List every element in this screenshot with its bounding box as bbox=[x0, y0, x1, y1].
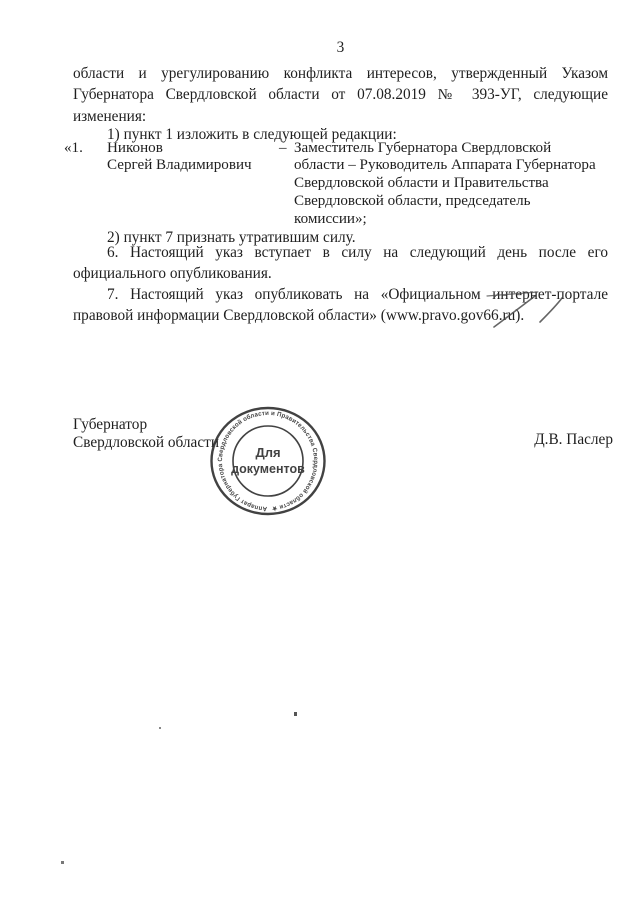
appointee-number bbox=[64, 140, 83, 158]
body-paragraph6-line2: официального опубликования. bbox=[73, 264, 272, 282]
stamp-outer-ring bbox=[212, 408, 325, 514]
scan-speck bbox=[61, 861, 64, 864]
signatory-name: Д.В. Паслер bbox=[534, 430, 613, 448]
body-paragraph1-line1: области и урегулированию конфликта интересов, утвержденный Указом bbox=[73, 64, 608, 82]
appointee-separator-dash: – bbox=[279, 139, 287, 156]
appointee-name-line2: Сергей Владимирович bbox=[107, 157, 252, 174]
body-paragraph1-line2: Губернатора Свердловской области от 07.08.2019 № 393-УГ, следующие bbox=[73, 86, 608, 103]
signatory-title-line1: Губернатор bbox=[73, 416, 148, 433]
stamp-center-line2: документов bbox=[231, 462, 305, 476]
appointee-number-text: «1. bbox=[64, 139, 83, 156]
official-stamp bbox=[204, 403, 332, 519]
stamp-inner-ring bbox=[233, 426, 303, 496]
appointee-position-line1: Заместитель Губернатора Свердловской bbox=[294, 139, 552, 156]
appointee-name bbox=[107, 140, 252, 176]
body-item1: 1) пункт 1 изложить в следующей редакции: bbox=[107, 125, 397, 143]
appointee-position-line2: области – Руководитель Аппарата Губернатора bbox=[294, 157, 596, 174]
signatory-title-line2: Свердловской области bbox=[73, 433, 220, 451]
scan-speck bbox=[159, 727, 161, 729]
body-paragraph6-line1: 6. Настоящий указ вступает в силу на следующий день после его bbox=[107, 244, 608, 261]
appointee-position-line4: Свердловской области, председатель bbox=[294, 193, 531, 210]
appointee-separator bbox=[279, 140, 287, 158]
body-paragraph7-line1: 7. Настоящий указ опубликовать на «Официальном интернет-портале bbox=[107, 285, 608, 303]
stamp-center-line1: Для bbox=[255, 445, 281, 460]
body-paragraph7-line2: правовой информации Свердловской области» (www.pravo.gov66.ru). bbox=[73, 307, 525, 324]
page-number: 3 bbox=[336, 38, 345, 56]
appointee-name-line1: Никонов bbox=[107, 139, 163, 156]
stamp-ring-text: Аппарат Губернатора Свердловской области и Правительства Свердловской области ★ bbox=[216, 409, 320, 513]
body-item2: 2) пункт 7 признать утратившим силу. bbox=[107, 229, 356, 246]
appointee-position-line5: комиссии»; bbox=[294, 210, 367, 227]
scan-speck bbox=[294, 712, 297, 716]
appointee-position-line3: Свердловской области и Правительства bbox=[294, 175, 549, 192]
appointee-position bbox=[294, 140, 596, 229]
body-paragraph1-line3: изменения: bbox=[73, 107, 147, 125]
